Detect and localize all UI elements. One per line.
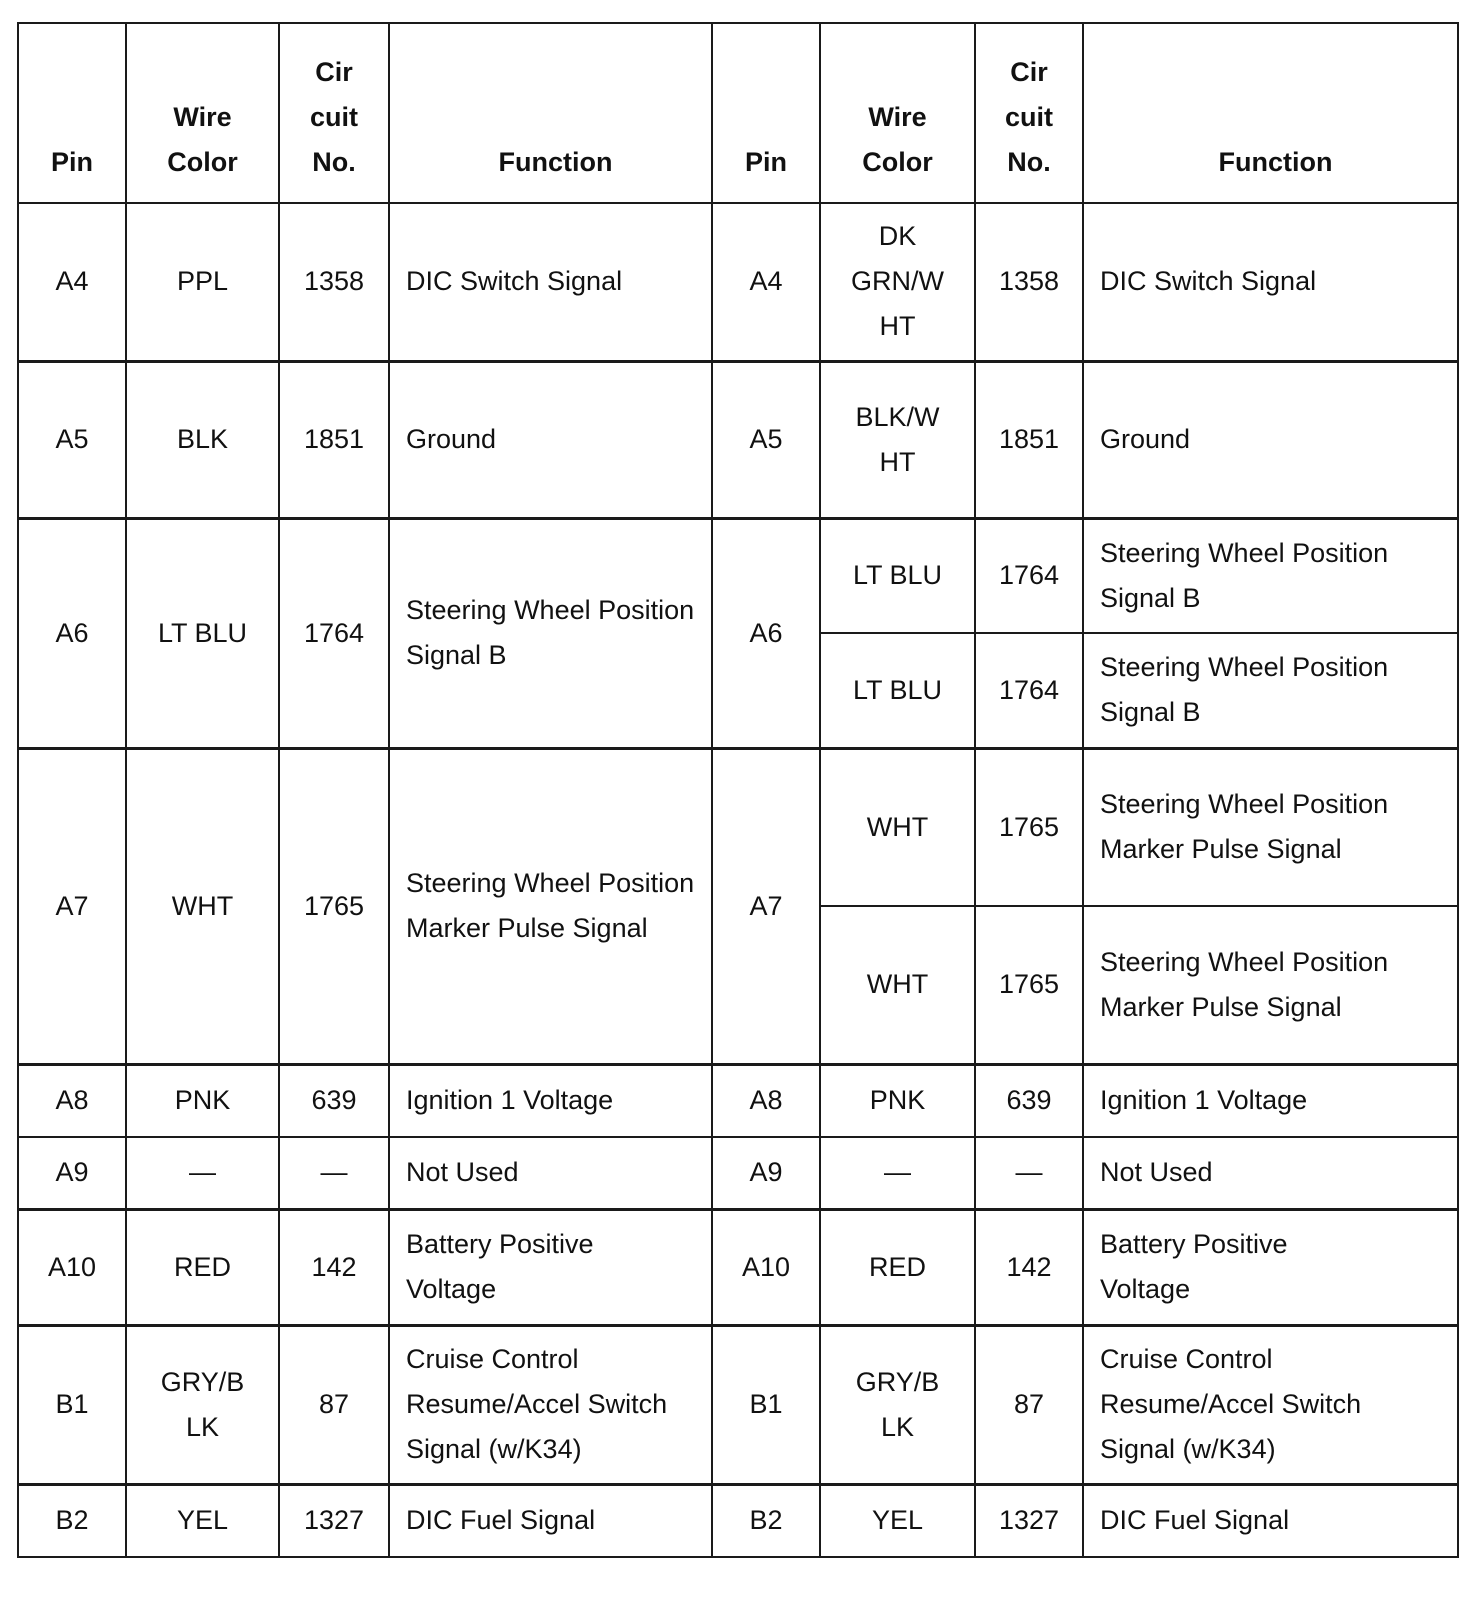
- pin-cell: A10: [712, 1209, 820, 1325]
- header-function: Function: [389, 23, 712, 203]
- circuit-cell: 87: [279, 1325, 389, 1484]
- table-row: [18, 1484, 1458, 1557]
- circuit-cell: 639: [975, 1064, 1083, 1137]
- wire-color-cell: GRY/B LK: [820, 1325, 975, 1484]
- circuit-cell: —: [279, 1137, 389, 1209]
- header-wire-color: Wire Color: [126, 23, 279, 203]
- circuit-cell: 1358: [279, 203, 389, 361]
- function-cell: Ground: [1083, 361, 1458, 518]
- function-cell: Battery Positive Voltage: [389, 1209, 712, 1325]
- circuit-cell: 1764: [279, 518, 389, 748]
- wire-color-cell: DK GRN/W HT: [820, 203, 975, 361]
- wire-color-cell: WHT: [820, 748, 975, 906]
- pin-cell: A9: [18, 1137, 126, 1209]
- header-row: [18, 23, 1458, 203]
- pin-cell: A7: [18, 748, 126, 1064]
- function-cell: Ground: [389, 361, 712, 518]
- wire-color-cell: PNK: [126, 1064, 279, 1137]
- pin-cell: A4: [712, 203, 820, 361]
- function-cell: Steering Wheel Position Signal B: [1083, 633, 1458, 748]
- wire-color-cell: RED: [820, 1209, 975, 1325]
- table-row: [18, 1325, 1458, 1484]
- function-cell: Steering Wheel Position Marker Pulse Signal: [389, 748, 712, 1064]
- header-pin: Pin: [18, 23, 126, 203]
- pin-cell: A6: [712, 518, 820, 748]
- circuit-cell: 1764: [975, 633, 1083, 748]
- wire-color-cell: —: [820, 1137, 975, 1209]
- table-row: [18, 748, 1458, 906]
- pin-cell: B1: [712, 1325, 820, 1484]
- function-cell: DIC Switch Signal: [1083, 203, 1458, 361]
- header-circuit-no-2: Cir cuit No.: [975, 23, 1083, 203]
- function-cell: Steering Wheel Position Signal B: [1083, 518, 1458, 633]
- circuit-cell: 1765: [975, 748, 1083, 906]
- function-cell: Ignition 1 Voltage: [1083, 1064, 1458, 1137]
- circuit-cell: 1765: [975, 906, 1083, 1064]
- wire-color-cell: LT BLU: [820, 518, 975, 633]
- wire-color-cell: WHT: [126, 748, 279, 1064]
- function-cell: DIC Switch Signal: [389, 203, 712, 361]
- function-cell: DIC Fuel Signal: [389, 1484, 712, 1557]
- function-cell: Not Used: [1083, 1137, 1458, 1209]
- function-cell: Not Used: [389, 1137, 712, 1209]
- table-row: [18, 1064, 1458, 1137]
- circuit-cell: 87: [975, 1325, 1083, 1484]
- table-row: [18, 1137, 1458, 1209]
- circuit-cell: —: [975, 1137, 1083, 1209]
- circuit-cell: 1764: [975, 518, 1083, 633]
- circuit-cell: 639: [279, 1064, 389, 1137]
- function-cell: Battery Positive Voltage: [1083, 1209, 1458, 1325]
- wire-color-cell: RED: [126, 1209, 279, 1325]
- wire-color-cell: WHT: [820, 906, 975, 1064]
- header-function-2: Function: [1083, 23, 1458, 203]
- function-cell: DIC Fuel Signal: [1083, 1484, 1458, 1557]
- pin-cell: B2: [712, 1484, 820, 1557]
- table-row: [18, 518, 1458, 633]
- wire-color-cell: PPL: [126, 203, 279, 361]
- circuit-cell: 1851: [975, 361, 1083, 518]
- circuit-cell: 142: [279, 1209, 389, 1325]
- wire-color-cell: YEL: [126, 1484, 279, 1557]
- wire-color-cell: LT BLU: [126, 518, 279, 748]
- pin-cell: A4: [18, 203, 126, 361]
- pin-cell: A5: [712, 361, 820, 518]
- pin-cell: A6: [18, 518, 126, 748]
- circuit-cell: 1851: [279, 361, 389, 518]
- function-cell: Cruise Control Resume/Accel Switch Signal (w/K34): [1083, 1325, 1458, 1484]
- connector-pinout-table: [17, 22, 1459, 1558]
- wire-color-cell: —: [126, 1137, 279, 1209]
- function-cell: Steering Wheel Position Signal B: [389, 518, 712, 748]
- circuit-cell: 1327: [279, 1484, 389, 1557]
- function-cell: Cruise Control Resume/Accel Switch Signal (w/K34): [389, 1325, 712, 1484]
- circuit-cell: 1765: [279, 748, 389, 1064]
- header-pin-2: Pin: [712, 23, 820, 203]
- table-row: [18, 1209, 1458, 1325]
- circuit-cell: 1358: [975, 203, 1083, 361]
- pin-cell: A5: [18, 361, 126, 518]
- pin-cell: A7: [712, 748, 820, 1064]
- pin-cell: A9: [712, 1137, 820, 1209]
- header-wire-color-2: Wire Color: [820, 23, 975, 203]
- wire-color-cell: BLK: [126, 361, 279, 518]
- pin-cell: A10: [18, 1209, 126, 1325]
- wire-color-cell: LT BLU: [820, 633, 975, 748]
- circuit-cell: 1327: [975, 1484, 1083, 1557]
- function-cell: Ignition 1 Voltage: [389, 1064, 712, 1137]
- circuit-cell: 142: [975, 1209, 1083, 1325]
- pin-cell: B2: [18, 1484, 126, 1557]
- wire-color-cell: GRY/B LK: [126, 1325, 279, 1484]
- function-cell: Steering Wheel Position Marker Pulse Signal: [1083, 906, 1458, 1064]
- wire-color-cell: BLK/W HT: [820, 361, 975, 518]
- pin-cell: B1: [18, 1325, 126, 1484]
- wire-color-cell: YEL: [820, 1484, 975, 1557]
- function-cell: Steering Wheel Position Marker Pulse Signal: [1083, 748, 1458, 906]
- table-row: [18, 361, 1458, 518]
- pin-cell: A8: [712, 1064, 820, 1137]
- pin-cell: A8: [18, 1064, 126, 1137]
- header-circuit-no: Cir cuit No.: [279, 23, 389, 203]
- table-row: [18, 203, 1458, 361]
- wire-color-cell: PNK: [820, 1064, 975, 1137]
